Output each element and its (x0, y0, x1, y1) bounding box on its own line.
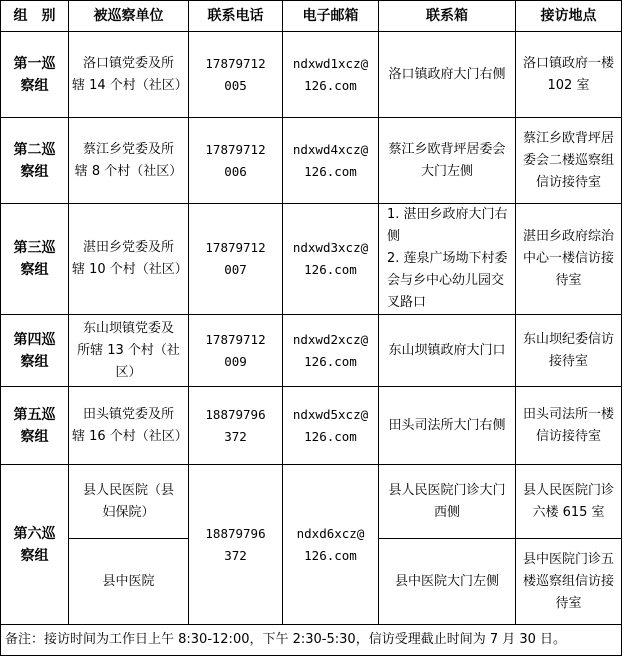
phone-cell (189, 204, 283, 315)
phone-cell (189, 465, 283, 625)
cell-line: 委会二楼巡察组 (522, 152, 614, 168)
box-cell (379, 118, 516, 204)
box-cell (379, 315, 516, 387)
cell-line: 县人民医院门诊 (522, 482, 614, 498)
cell-line: 17879712 (205, 331, 266, 347)
cell-line: 湛田乡党委及所 (82, 240, 174, 255)
place-cell (516, 539, 622, 625)
cell-line: 005 (224, 77, 247, 93)
cell-line: 县人民医院门诊大门 (388, 482, 506, 498)
cell-line: 007 (224, 262, 247, 277)
header-box: 联系箱 (379, 1, 516, 32)
cell-line: 县中医院门诊五 (522, 551, 614, 567)
unit-cell (69, 32, 189, 118)
cell-line: ndxd6xcz@ (296, 525, 365, 541)
group-cell (1, 204, 69, 315)
cell-line: 会与乡中心幼儿园交 (387, 273, 505, 288)
cell-line: 洛口镇党委及所 (82, 55, 174, 71)
cell-line: 第六巡 (13, 525, 56, 542)
unit-cell (69, 387, 189, 465)
header-group: 组 别 (1, 1, 69, 32)
unit-cell (69, 539, 189, 625)
note-row (1, 625, 622, 656)
header-email: 电子邮箱 (283, 1, 379, 32)
phone-cell (189, 315, 283, 387)
table-header-row (1, 1, 622, 32)
cell-line: ndxwd3xcz@ (292, 240, 369, 255)
cell-line: 辖 16 个村（社区） (72, 428, 188, 444)
cell-line: 17879712 (205, 141, 266, 157)
cell-line: 2. 莲泉广场坳下村委 (387, 251, 508, 266)
group-cell (1, 465, 69, 625)
place-cell (516, 315, 622, 387)
unit-cell (69, 315, 189, 387)
cell-line: 126.com (304, 353, 357, 369)
unit-cell (69, 204, 189, 315)
cell-line: 辖 10 个村（社区） (72, 262, 188, 277)
cell-line: 楼巡察组信访接 (522, 573, 614, 589)
cell-line: 第一巡 (13, 55, 56, 72)
cell-line: 17879712 (205, 55, 266, 71)
box-cell (379, 204, 516, 315)
cell-line: 126.com (304, 77, 357, 93)
cell-line: 信访接待室 (535, 174, 601, 190)
table-row (1, 118, 622, 204)
cell-line: 察组 (20, 262, 49, 278)
email-cell (283, 32, 379, 118)
cell-line: 县中医院 (102, 573, 155, 589)
cell-line: 102 室 (547, 77, 590, 93)
cell-line: 接待室 (548, 353, 588, 369)
cell-line: 叉路口 (387, 295, 427, 310)
cell-line: 察组 (20, 77, 49, 94)
cell-line: 蔡江乡欧背坪居 (522, 130, 614, 146)
cell-line: 东山坝纪委信访 (522, 331, 614, 347)
cell-line: 东山坝镇政府大门口 (388, 342, 506, 358)
cell-line: 1. 湛田乡政府大门右 (387, 207, 508, 222)
cell-line: 辖 14 个村（社区） (72, 77, 188, 93)
table-row (1, 387, 622, 465)
place-cell (516, 32, 622, 118)
cell-line: 126.com (304, 163, 357, 179)
cell-line: 察组 (20, 428, 49, 445)
place-cell (516, 387, 622, 465)
cell-line: 126.com (304, 547, 357, 563)
cell-line: 17879712 (205, 240, 266, 255)
place-cell (516, 118, 622, 204)
email-cell (283, 204, 379, 315)
cell-line: 察组 (20, 353, 49, 370)
cell-line: 区） (115, 364, 142, 380)
email-cell (283, 118, 379, 204)
cell-line: 18879796 (205, 406, 266, 422)
cell-line: ndxwd4xcz@ (292, 141, 369, 157)
cell-line: ndxwd2xcz@ (292, 331, 369, 347)
cell-line: 372 (224, 428, 247, 444)
unit-cell (69, 118, 189, 204)
cell-line: 18879796 (205, 525, 266, 541)
cell-line: 第四巡 (13, 331, 56, 348)
cell-line: 第三巡 (13, 240, 56, 256)
email-cell (283, 387, 379, 465)
group-cell (1, 32, 69, 118)
place-cell (516, 204, 622, 315)
cell-line: 察组 (20, 547, 49, 564)
cell-line: 待室 (555, 595, 582, 611)
header-phone: 联系电话 (189, 1, 283, 32)
cell-line: 第五巡 (13, 406, 56, 423)
cell-line: 蔡江乡党委及所 (82, 141, 174, 157)
box-cell (379, 465, 516, 539)
cell-line: ndxwd1xcz@ (292, 55, 369, 71)
header-unit: 被巡察单位 (69, 1, 189, 32)
cell-line: 侧 (387, 229, 401, 244)
cell-line: 湛田乡政府综治 (522, 229, 614, 244)
table-row (1, 32, 622, 118)
place-cell (516, 465, 622, 539)
cell-line: 田头司法所一楼 (522, 406, 614, 422)
unit-cell (69, 465, 189, 539)
cell-line: 洛口镇政府大门右侧 (388, 66, 506, 82)
table-row (1, 315, 622, 387)
box-cell (379, 387, 516, 465)
cell-line: 大门左侧 (420, 163, 473, 179)
email-cell (283, 465, 379, 625)
cell-line: 中心一楼信访接 (522, 251, 614, 266)
cell-line: 所辖 13 个村（社 (77, 342, 180, 358)
cell-line: 田头镇党委及所 (82, 406, 174, 422)
cell-line: 126.com (304, 262, 357, 277)
group-cell (1, 315, 69, 387)
phone-cell (189, 32, 283, 118)
cell-line: 009 (224, 353, 247, 369)
group-cell (1, 387, 69, 465)
cell-line: ndxwd5xcz@ (292, 406, 369, 422)
cell-line: 田头司法所大门右侧 (388, 417, 506, 433)
table-row (1, 465, 622, 539)
cell-line: 006 (224, 163, 247, 179)
group-cell (1, 118, 69, 204)
cell-line: 372 (224, 547, 247, 563)
cell-line: 西侧 (433, 504, 460, 520)
cell-line: 蔡江乡欧背坪居委会 (388, 141, 506, 157)
phone-cell (189, 387, 283, 465)
cell-line: 待室 (555, 273, 582, 288)
cell-line: 县中医院大门左侧 (394, 573, 499, 589)
cell-line: 县人民医院（县 (82, 482, 174, 498)
cell-line: 第二巡 (13, 141, 56, 158)
box-cell (379, 539, 516, 625)
cell-line: 辖 8 个村（社区） (74, 163, 183, 179)
box-cell (379, 32, 516, 118)
cell-line: 妇保院） (102, 504, 155, 520)
cell-line: 察组 (20, 163, 49, 180)
email-cell (283, 315, 379, 387)
cell-line: 洛口镇政府一楼 (522, 55, 614, 71)
cell-line: 信访接待室 (535, 428, 601, 444)
note-text: 备注：接访时间为工作日上午 8:30-12:00，下午 2:30-5:30，信访受理截止时间为 7 月 30 日。 (1, 625, 622, 656)
header-place: 接访地点 (516, 1, 622, 32)
cell-line: 东山坝镇党委及 (82, 320, 174, 336)
cell-line: 六楼 615 室 (532, 504, 605, 520)
table-row (1, 204, 622, 315)
phone-cell (189, 118, 283, 204)
cell-line: 126.com (304, 428, 357, 444)
